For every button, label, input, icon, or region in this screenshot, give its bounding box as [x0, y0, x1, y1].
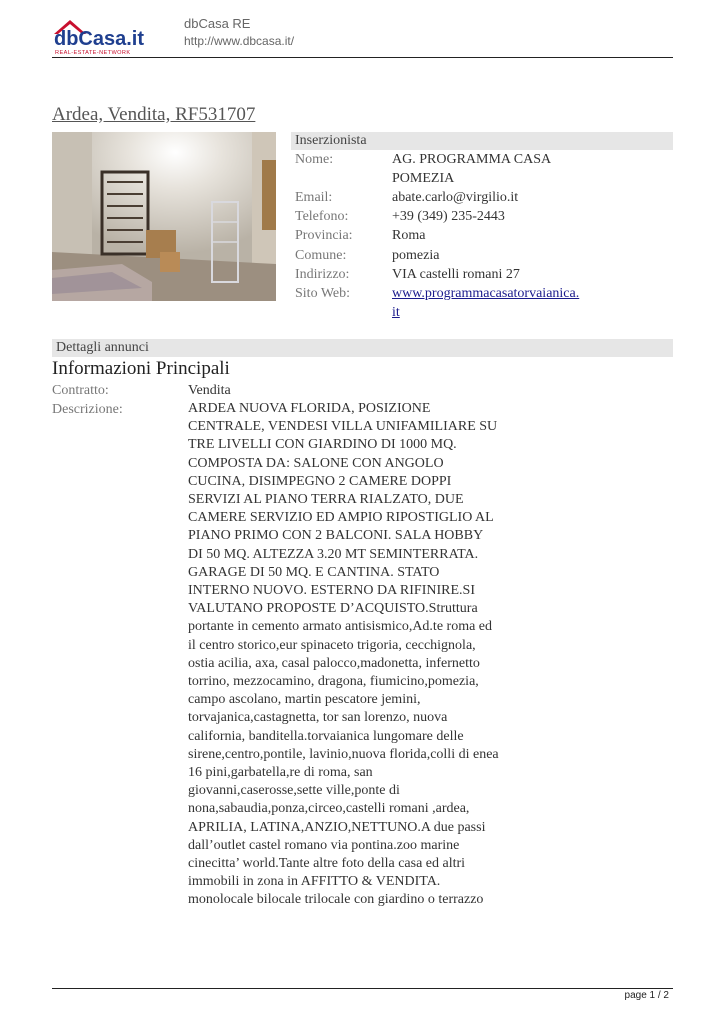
advertiser-website-label: Sito Web:: [295, 286, 351, 301]
logo-tagline: REAL-ESTATE-NETWORK: [55, 50, 131, 56]
advertiser-province-label: Provincia:: [295, 228, 353, 243]
contract-label: Contratto:: [52, 383, 109, 398]
advertiser-phone-label: Telefono:: [295, 209, 349, 224]
contract-value: Vendita: [188, 383, 231, 398]
advertiser-address-label: Indirizzo:: [295, 267, 350, 282]
main-info-heading: Informazioni Principali: [52, 358, 230, 379]
listing-title[interactable]: Ardea, Vendita, RF531707: [52, 104, 256, 125]
advertiser-section-band: Inserzionista: [291, 132, 673, 150]
site-url[interactable]: http://www.dbcasa.it/: [184, 34, 295, 48]
advertiser-email-value[interactable]: abate.carlo@virgilio.it: [392, 190, 519, 205]
site-name: dbCasa RE: [184, 16, 251, 31]
property-photo[interactable]: [52, 132, 276, 301]
description-text: ARDEA NUOVA FLORIDA, POSIZIONE CENTRALE, VENDESI VILLA UNIFAMILIARE SU TRE LIVELLI CON GIARDINO DI 1000 MQ. COMPOSTA DA: SALONE CON ANGOLO CUCINA, DISIMPEGNO 2 CAMERE DOPPI SERVIZI AL PIANO TERRA RIALZATO, DUE CAMERE SERVIZIO ED AMPIO RIPOSTIGLIO AL PIANO PRIMO CON 2 BALCONI. SALA HOBBY DI 50 MQ. ALTEZZA 3.20 MT SEMINTERRATA. GARAGE DI 50 MQ. E CANTINA. STATO INTERNO NUOVO. ESTERNO DA RIFINIRE.SI VALUTANO PROPOSTE D’ACQUISTO.Struttura portante in cemento armato antisismico,Ad.te roma ed il centro storico,eur spinaceto trigoria, cecchignola, ostia acilia, axa, casal palocco,madonetta, infernetto torrino, mezzocamino, dragona, fiumicino,pomezia, campo ascolano, martin pescatore jemini, torvajanica,castagnetta, tor san lorenzo, nuova california, banditella.torvaianica lungomare delle sirene,centro,pontile, lavinio,nuova florida,colli di enea 16 pini,garbatella,re di roma, san giovanni,caserosse,sette ville,ponte di nona,sabaudia,ponza,circeo,castelli romani ,ardea, APRILIA, LATINA,ANZIO,NETTUNO.A due passi dall’outlet castel romano via pontina.zoo marine cinecitta’ world.Tante altre foto della casa ed altri immobili in zona in AFFITTO & VENDITA. monolocale bilocale trilocale con giardino o terrazzo: [188, 401, 499, 908]
advertiser-phone-value[interactable]: +39 (349) 235-2443: [392, 209, 505, 224]
details-section-band: Dettagli annunci: [52, 339, 673, 357]
advertiser-name-value: AG. PROGRAMMA CASA POMEZIA: [392, 152, 551, 186]
advertiser-municipality-value: pomezia: [392, 248, 440, 263]
description-label: Descrizione:: [52, 402, 123, 417]
footer-divider: [52, 988, 673, 989]
advertiser-name-label: Nome:: [295, 152, 334, 167]
logo-text: dbCasa.it: [54, 28, 145, 50]
advertiser-address-value: VIA castelli romani 27: [392, 267, 520, 282]
advertiser-email-label: Email:: [295, 190, 333, 205]
advertiser-province-value: Roma: [392, 228, 426, 243]
advertiser-website-link[interactable]: www.programmacasatorvaianica.it: [392, 286, 580, 320]
dbcasa-logo: [52, 16, 164, 56]
header-divider: [52, 57, 673, 58]
advertiser-municipality-label: Comune:: [295, 248, 347, 263]
page-number: page 1 / 2: [624, 990, 669, 1001]
